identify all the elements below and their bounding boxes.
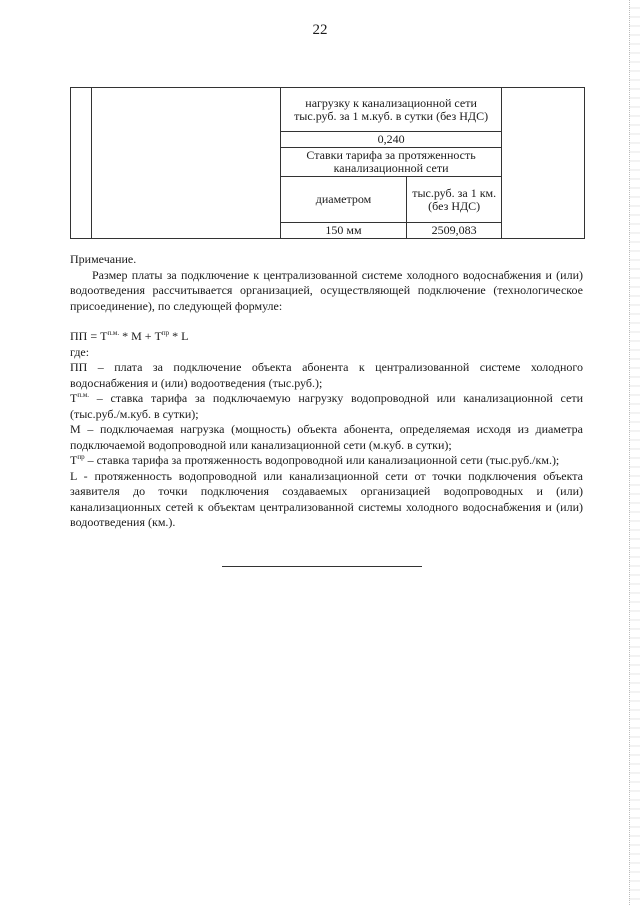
load-rate-value: 0,240 <box>280 132 501 148</box>
table-cell-empty-1 <box>71 88 92 239</box>
end-divider <box>222 566 422 567</box>
tariff-table <box>70 87 585 239</box>
definition-tpm-text: – ставка тарифа за подключаемую нагрузку водопроводной или канализационной сети (тыс.руб./м.куб. в сутки); <box>70 391 583 421</box>
table-cell-empty-3 <box>502 88 585 239</box>
definition-tpr-sup: пр <box>77 453 85 461</box>
length-unit-label: тыс.руб. за 1 км. (без НДС) <box>407 177 502 223</box>
definition-tpr-text: – ставка тарифа за протяженность водопроводной или канализационной сети (тыс.руб./км.); <box>84 453 560 467</box>
definition-tpr <box>70 453 583 469</box>
formula-tpm-sup: п.м. <box>107 329 120 337</box>
formula-tpr-sup: пр <box>161 329 170 337</box>
formula-end: * L <box>169 329 189 343</box>
diameter-label: диаметром <box>280 177 406 223</box>
note-title: Примечание. <box>70 252 137 266</box>
scan-edge <box>629 0 640 905</box>
definition-m: М – подключаемая нагрузка (мощность) объекта абонента, определяемая исходя из диаметра подключаемой водопроводной или канализационной сети (м.куб. в сутки); <box>70 422 583 452</box>
note-intro: Размер платы за подключение к централизованной системе холодного водоснабжения и (или) водоотведения рассчитывается организацией, осуществляющей подключение (технологическое присоединение), по следующей формуле: <box>70 267 583 313</box>
definition-tpm-sup: п.м. <box>77 391 90 399</box>
definition-tpm-symbol: Т <box>70 391 78 405</box>
formula-pp: ПП = Т <box>70 329 108 343</box>
payment-formula <box>70 329 583 345</box>
load-rate-header: нагрузку к канализационной сети тыс.руб. за 1 м.куб. в сутки (без НДС) <box>280 88 501 132</box>
definition-pp: ПП – плата за подключение объекта абонента к централизованной системе холодного водоснабжения и (или) водоотведения (тыс.руб.); <box>70 360 583 390</box>
where-label: где: <box>70 344 90 359</box>
definition-l: L - протяженность водопроводной или канализационной сети от точки подключения объекта заявителя до точки подключения создаваемых организацией водопроводных и (или) канализационных сетей к объектам централизованной системы холодного водоснабжения и (или) водоотведения (км.). <box>70 468 583 529</box>
page-number: 22 <box>312 22 328 38</box>
note-section <box>70 252 583 531</box>
length-rate-header: Ставки тарифа за протяженность канализационной сети <box>280 148 501 177</box>
length-rate-value: 2509,083 <box>407 223 502 239</box>
diameter-value: 150 мм <box>280 223 406 239</box>
definition-tpr-symbol: Т <box>70 453 78 467</box>
definition-tpm <box>70 391 583 422</box>
table-cell-empty-2 <box>91 88 280 239</box>
formula-mid: * М + Т <box>119 329 162 343</box>
